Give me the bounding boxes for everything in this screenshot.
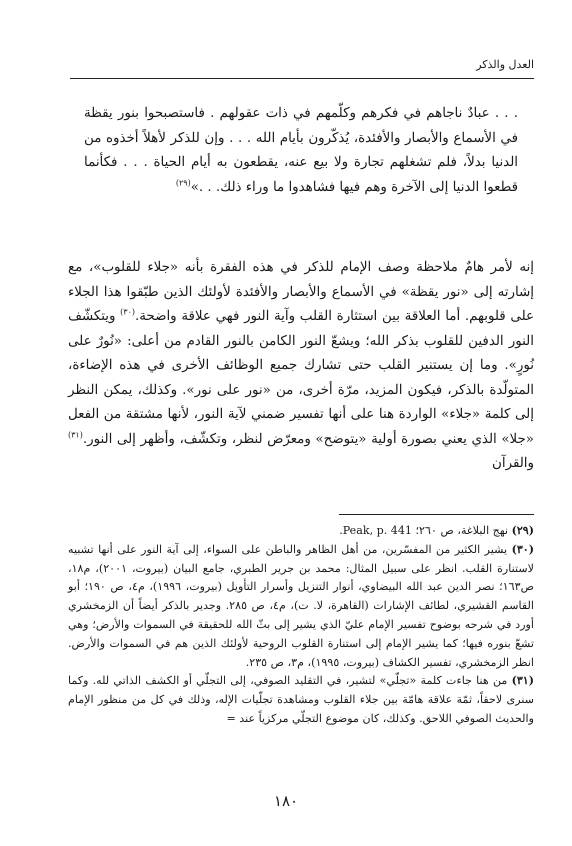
paragraph-part-1: إنه لأمر هامٌ ملاحظة وصف الإمام للذكر في هذه الفقرة بأنه «جلاء للقلوب»، مع إشارته إلى «نور يقظة» في الأسماع والأبصار والأفئدة لأولئك الذين طبّقوا هذا الجلاء على قلوبهم. أما العلاقة بين استثارة القلب وآية النور فهي علاقة واضحة. [68,260,534,324]
paragraph-part-2: ويتكشّف النور الدفين للقلوب بذكر الله؛ ويشعّ النور الكامن بالنور القادم من أعلى: «نُورٌ على نُورٍ». وما إن يستنير القلب حتى تشارك جميع الوظائف الأخرى في هذه الإضاءة، المتولّدة بالذكر، فيكون المزيد، مرّة أخرى، من «نور على نور». وكذلك، يمكن النظر إلى كلمة «جلاء» الواردة هنا على أنها تفسير ضمني لآية النور، لأنها مشتقة من الفعل «جلا» الذي يعني بصورة أولية «يتوضح» ومعرّض لنظر، وتكشّف، وأظهر إلى النور. [68,309,534,447]
footnote-rule [339,514,534,515]
block-quote [84,102,518,200]
quote-text: . . . عبادٌ ناجاهم في فكرهم وكلّمهم في ذات عقولهم . فاستصبحوا بنور يقظة في الأسماع والأبصار والأفئدة، يُذكّرون بأيام الله . . . وإن للذكر لأهلاً أخذوه من الدنيا بدلاً، فلم تشغلهم تجارة ولا بيع عنه، يقطعون به أيام الحياة . . . فكأنما قطعوا الدنيا إلى الآخرة وهم فيها فشاهدوا ما وراء ذلك. . .» [84,106,518,195]
footnote [68,522,534,541]
footnote-text: من هنا جاءت كلمة «تجلّي» لتشير، في التقليد الصوفي، إلى التجلّي أو الكشف الذاتي لله. وكما سنرى لاحقاً، ثمّة علاقة هامّة بين جلاء القلوب ومشاهدة تجلّيات الإله، وذلك في كل من منظور الإمام والحديث الصوفي اللاحق. وكذلك، كان موضوع التجلّي مركزياً عند = [68,674,534,725]
footnote [68,672,534,728]
footnote [68,541,534,673]
footnote-number: (٣٠) [511,542,534,556]
footnotes [68,522,534,729]
footnote-number: (٢٩) [511,524,534,537]
paragraph-part-3: والقرآن [492,456,534,471]
footnote-text: يشير الكثير من المفسّرين، من أهل الظاهر والباطن على السواء، إلى آية النور على أنها تشبيه لاستنارة القلب. انظر على سبيل المثال: محمد بن جرير الطبري، جامع البيان (بيروت، ٢٠٠١)، م١٨، ص١٦٣؛ نصر الدين عبد الله البيضاوي، أنوار التنزيل وأسرار التأويل (بيروت، ١٩٩٦)، م٤، ص ١٩٠؛ أبو القاسم القشيري، لطائف الإشارات (القاهرة، لا. ت)، م٤، ص ٢٨٥. وجدير بالذكر أيضاً أن الزمخشري أورد في شرحه بوضوح تفسير الإمام عليّ الذي يشير إلى بثّ الله للحقيقة في السموات والأرض؛ وهي تشعّ بنوره فيها؛ كما يشير الإمام إلى استنارة القلوب الروحية لأولئك الذين هم في السموات والأرض. انظر الزمخشري، تفسير الكشاف (بيروت، ١٩٩٥)، م٣، ص ٢٣٥. [68,542,534,669]
footnote-ref-31: (٣١) [68,430,83,440]
footnote-text: نهج البلاغة، ص ٢٦٠؛ Peak, p. 441. [339,524,509,537]
footnote-number: (٣١) [511,674,535,688]
footnote-ref-30: (٣٠) [120,307,135,317]
footnote-ref-29: (٢٩) [175,178,191,188]
header-rule [70,78,534,79]
body-paragraph [68,256,534,477]
page-number: ١٨٠ [273,792,299,810]
running-head: العدل والذكر [476,58,534,71]
